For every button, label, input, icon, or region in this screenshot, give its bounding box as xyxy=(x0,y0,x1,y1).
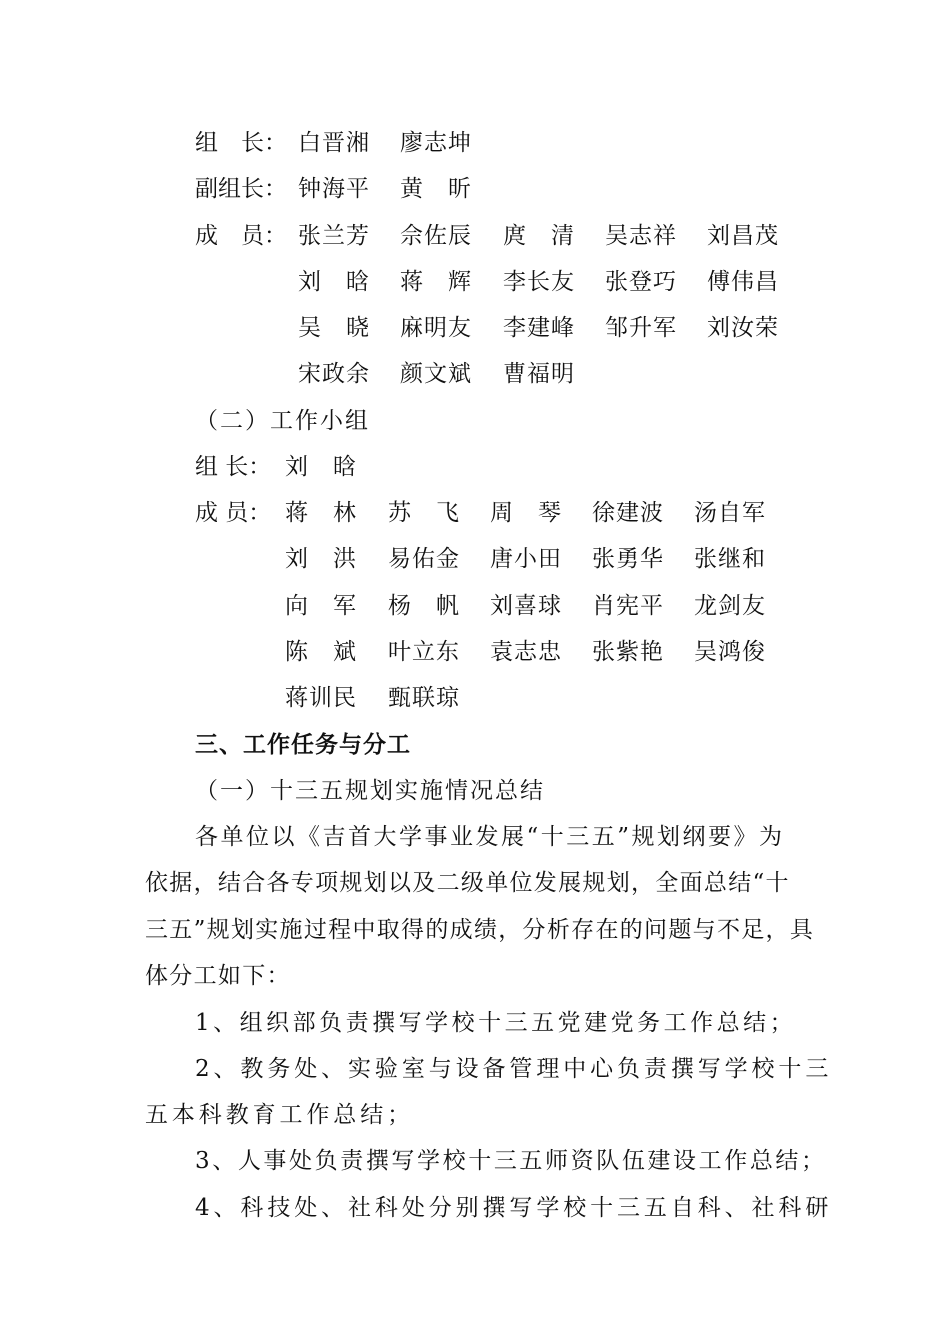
member-name: 苏 飞 xyxy=(388,500,460,526)
member-name: 周 琴 xyxy=(490,500,562,526)
members-label: 成 员： xyxy=(195,223,287,249)
task-item-2-cont: 五本科教育工作总结； xyxy=(145,1102,414,1128)
member-name: 袁志忠 xyxy=(490,639,562,665)
member-name: 刘 洪 xyxy=(285,546,357,572)
leader-name: 白晋湘 xyxy=(298,130,370,156)
member-name: 蒋 林 xyxy=(285,500,357,526)
leader-name: 廖志坤 xyxy=(400,130,472,156)
task-item-2: 2、教务处、实验室与设备管理中心负责撰写学校十三 xyxy=(195,1056,833,1082)
member-name: 刘 晗 xyxy=(298,269,370,295)
working-leader-name: 刘 晗 xyxy=(285,454,357,480)
working-members-label: 成 员： xyxy=(195,500,272,526)
member-name: 庹 清 xyxy=(503,223,575,249)
paragraph-line: 三五”规划实施过程中取得的成绩，分析存在的问题与不足，具 xyxy=(145,917,815,943)
member-name: 佘佐辰 xyxy=(400,223,472,249)
member-name: 张登巧 xyxy=(605,269,677,295)
paragraph-line: 各单位以《吉首大学事业发展“十三五”规划纲要》为 xyxy=(195,824,785,850)
member-name: 吴志祥 xyxy=(605,223,677,249)
member-name: 甄联琼 xyxy=(388,685,460,711)
member-name: 麻明友 xyxy=(400,315,472,341)
member-name: 向 军 xyxy=(285,593,357,619)
member-name: 刘昌茂 xyxy=(707,223,779,249)
member-name: 张继和 xyxy=(694,546,766,572)
member-name: 蒋训民 xyxy=(285,685,357,711)
member-name: 李长友 xyxy=(503,269,575,295)
leader-label: 组 长： xyxy=(195,130,287,156)
member-name: 刘喜球 xyxy=(490,593,562,619)
paragraph-line: 依据，结合各专项规划以及二级单位发展规划，全面总结“十 xyxy=(145,870,790,896)
member-name: 唐小田 xyxy=(490,546,562,572)
member-name: 宋政余 xyxy=(298,361,370,387)
member-name: 龙剑友 xyxy=(694,593,766,619)
member-name: 吴鸿俊 xyxy=(694,639,766,665)
member-name: 曹福明 xyxy=(503,361,575,387)
member-name: 李建峰 xyxy=(503,315,575,341)
member-name: 易佑金 xyxy=(388,546,460,572)
member-name: 徐建波 xyxy=(592,500,664,526)
task-item-4: 4、科技处、社科处分别撰写学校十三五自科、社科研 xyxy=(195,1195,833,1221)
task-item-1: 1、组织部负责撰写学校十三五党建党务工作总结； xyxy=(195,1010,797,1036)
member-name: 刘汝荣 xyxy=(707,315,779,341)
member-name: 颜文斌 xyxy=(400,361,472,387)
task-item-3: 3、人事处负责撰写学校十三五师资队伍建设工作总结； xyxy=(195,1148,827,1174)
deputy-leader-name: 黄 昕 xyxy=(400,176,472,202)
member-name: 叶立东 xyxy=(388,639,460,665)
member-name: 张紫艳 xyxy=(592,639,664,665)
member-name: 汤自军 xyxy=(694,500,766,526)
member-name: 蒋 辉 xyxy=(400,269,472,295)
member-name: 张勇华 xyxy=(592,546,664,572)
working-leader-label: 组 长： xyxy=(195,454,272,480)
deputy-leader-label: 副组长： xyxy=(195,176,287,202)
member-name: 邹升军 xyxy=(605,315,677,341)
deputy-leader-name: 钟海平 xyxy=(298,176,370,202)
working-group-heading: （二）工作小组 xyxy=(195,408,370,434)
member-name: 吴 晓 xyxy=(298,315,370,341)
member-name: 陈 斌 xyxy=(285,639,357,665)
section-heading: 三、工作任务与分工 xyxy=(195,732,411,758)
paragraph-line: 体分工如下： xyxy=(145,963,291,989)
member-name: 杨 帆 xyxy=(388,593,460,619)
member-name: 傅伟昌 xyxy=(707,269,779,295)
member-name: 张兰芳 xyxy=(298,223,370,249)
subsection-heading: （一）十三五规划实施情况总结 xyxy=(195,778,545,804)
member-name: 肖宪平 xyxy=(592,593,664,619)
